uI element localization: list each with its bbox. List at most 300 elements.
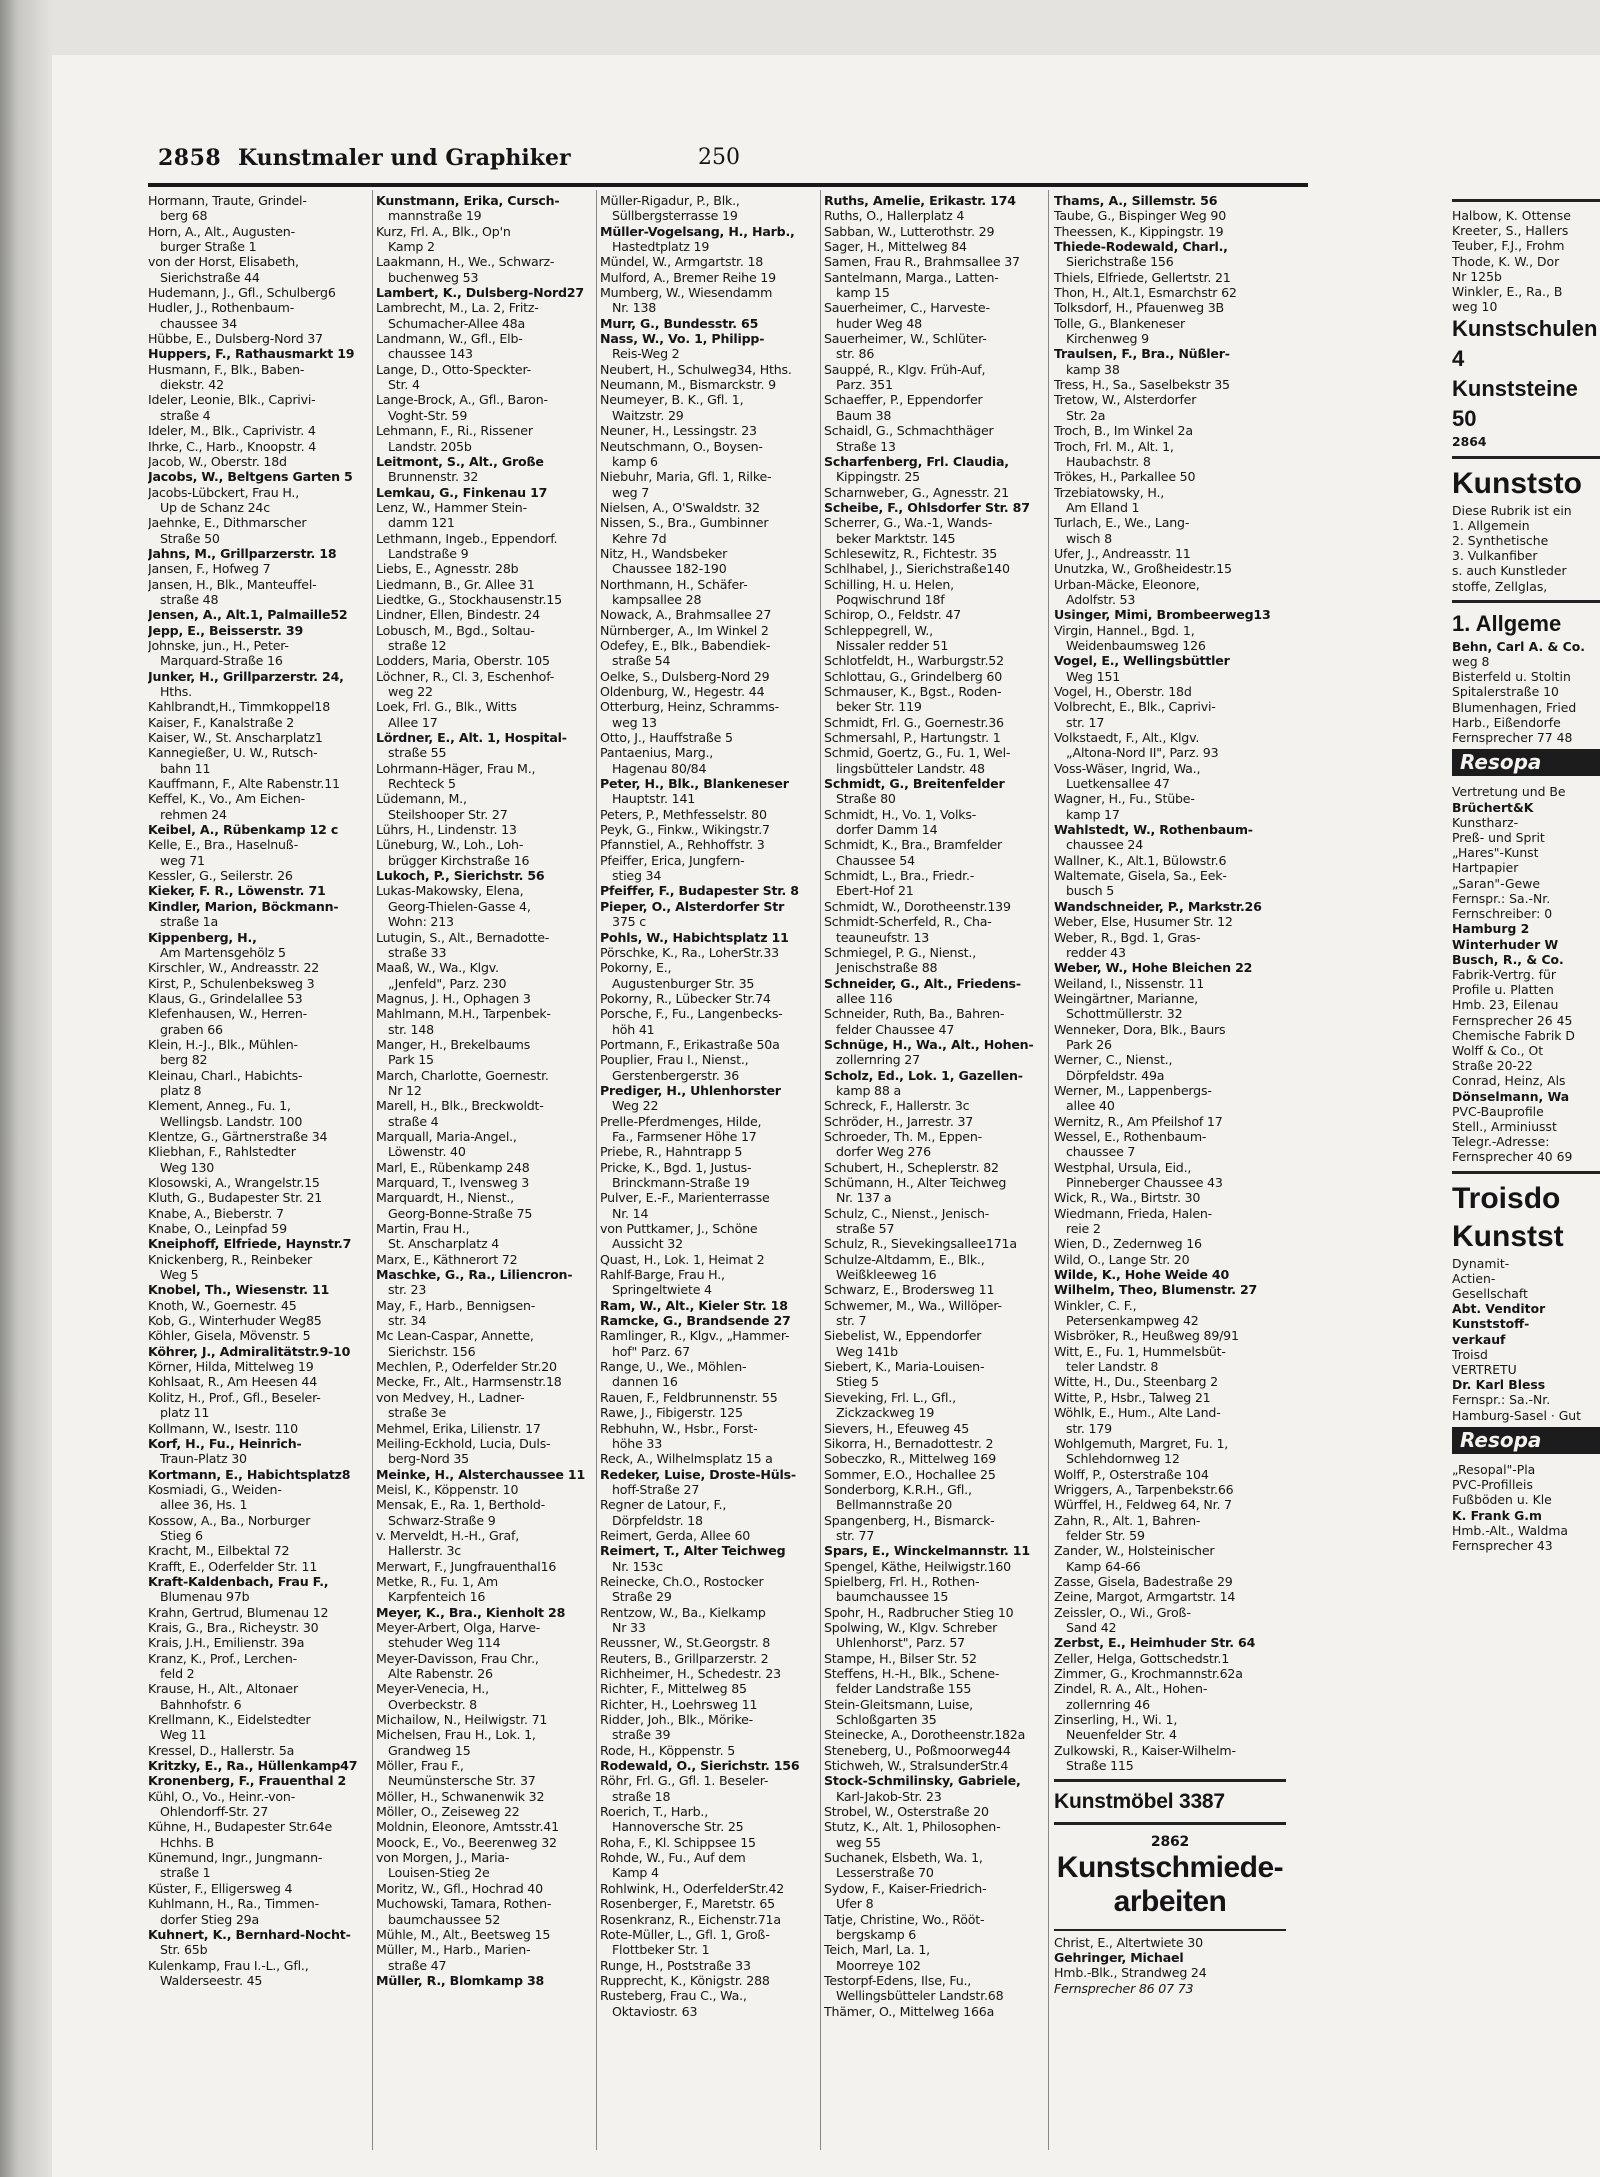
- col5-rule: [1054, 1779, 1286, 1782]
- listing-entry: Marquard, T., Ivensweg 3: [376, 1175, 530, 1190]
- listing-entry-continuation: Weg 130: [160, 1159, 215, 1175]
- listing-entry: Krahn, Gertrud, Blumenau 12: [148, 1604, 329, 1620]
- listing-entry: Rusteberg, Frau C., Wa.,: [600, 1988, 747, 2004]
- listing-entry-continuation: Stieg 5: [836, 1374, 879, 1390]
- listing-entry-continuation: huder Weg 48: [836, 315, 922, 331]
- listing-entry: Landmann, W., Gfl., Elb-: [376, 331, 523, 347]
- listing-entry: Volkstaedt, F., Alt., Klgv.: [1054, 730, 1200, 746]
- listing-entry: Kronenberg, F., Frauenthal 2: [148, 1773, 347, 1789]
- listing-entry: Zimmer, G., Krochmannstr.62a: [1054, 1666, 1243, 1681]
- listing-entry: Kracht, M., Eilbektal 72: [148, 1543, 290, 1559]
- listing-entry-continuation: felder Str. 59: [1066, 1527, 1145, 1543]
- listing-entry: Porsche, F., Fu., Langenbecks-: [600, 1006, 783, 1022]
- listing-entry-continuation: straße 47: [388, 1957, 447, 1973]
- listing-entry: Waltemate, Gisela, Sa., Eek-: [1054, 868, 1227, 884]
- listing-entry: Ramlinger, R., Klgv., „Hammer-: [600, 1328, 790, 1344]
- listing-entry: Marell, H., Blk., Breckwoldt-: [376, 1098, 544, 1114]
- listing-entry-continuation: Springeltwiete 4: [612, 1282, 712, 1298]
- listing-entry: Thiede-Rodewald, Charl.,: [1054, 239, 1228, 255]
- listing-entry: Nielsen, A., O'Swaldstr. 32: [600, 499, 760, 515]
- listing-entry: Krais, G., Bra., Richeystr. 30: [148, 1619, 319, 1635]
- resopal-logo: Resopa: [1452, 1427, 1600, 1454]
- listing-entry-continuation: Voght-Str. 59: [388, 407, 468, 423]
- listing-entry: Richter, F., Mittelweg 85: [600, 1681, 747, 1697]
- listing-entry: Michailow, N., Heilwigstr. 71: [376, 1712, 548, 1728]
- strip-line: PVC-Bauprofile: [1452, 1103, 1544, 1119]
- section-number: 2862: [1150, 1834, 1190, 1851]
- column-divider: [820, 190, 821, 2150]
- listing-entry: Neumeyer, B. K., Gfl. 1,: [600, 392, 744, 408]
- listing-entry-continuation: str. 86: [836, 346, 875, 362]
- listing-entry-continuation: hof" Parz. 67: [612, 1343, 690, 1359]
- listing-entry-continuation: Steilshooper Str. 27: [388, 806, 508, 822]
- listing-entry: Mehmel, Erika, Lilienstr. 17: [376, 1420, 541, 1436]
- listing-entry-continuation: dorfer Weg 276: [836, 1144, 931, 1160]
- listing-entry: Vogel, E., Wellingsbüttler: [1054, 653, 1230, 669]
- listing-entry-continuation: Up de Schanz 24c: [160, 499, 270, 515]
- listing-entry: Kurz, Frl. A., Blk., Op'n: [376, 223, 511, 239]
- listing-entry: Kaiser, F., Kanalstraße 2: [148, 714, 295, 730]
- listing-entry: Kortmann, E., Habichtsplatz8: [148, 1466, 351, 1482]
- listing-entry-continuation: buchenweg 53: [388, 269, 479, 285]
- listing-entry: Vogel, H., Oberstr. 18d: [1054, 684, 1192, 699]
- listing-entry-continuation: kamp 38: [1066, 361, 1120, 377]
- listing-entry-continuation: Löwenstr. 40: [388, 1144, 466, 1160]
- listing-entry: Würffel, H., Feldweg 64, Nr. 7: [1054, 1497, 1232, 1513]
- strip-line: Chemische Fabrik D: [1452, 1027, 1575, 1043]
- listing-entry-continuation: str. 148: [388, 1021, 434, 1037]
- listing-entry-continuation: Karl-Jakob-Str. 23: [836, 1788, 942, 1804]
- strip-line: Hartpapier: [1452, 860, 1519, 876]
- listing-entry-continuation: Weg 22: [612, 1098, 659, 1114]
- listing-entry: Kulenkamp, Frau I.-L., Gfl.,: [148, 1957, 309, 1973]
- listing-entry: May, F., Harb., Bennigsen-: [376, 1297, 536, 1313]
- listing-entry: Müller, M., Harb., Marien-: [376, 1942, 531, 1958]
- listing-entry: Meyer-Arbert, Olga, Harve-: [376, 1619, 541, 1635]
- listing-entry: Schaidl, G., Schmachthäger: [824, 423, 994, 439]
- listing-entry: Witte, H., Du., Steenbarg 2: [1054, 1374, 1218, 1390]
- strip-line: Teuber, F.J., Frohm: [1452, 238, 1565, 254]
- listing-entry: Schilling, H. u. Helen,: [824, 576, 954, 592]
- listing-entry: Quast, H., Lok. 1, Heimat 2: [600, 1251, 765, 1267]
- listing-entry-continuation: mannstraße 19: [388, 208, 482, 224]
- listing-entry: Möller, H., Schwanenwik 32: [376, 1788, 545, 1804]
- listing-entry: Mechlen, P., Oderfelder Str.20: [376, 1359, 557, 1375]
- scan-edge-shadow: [0, 0, 52, 2177]
- listing-entry: Richter, H., Loehrsweg 11: [600, 1696, 758, 1712]
- listing-entry: Jansen, H., Blk., Manteuffel-: [148, 576, 317, 592]
- listing-entry: Manger, H., Brekelbaums: [376, 1036, 531, 1052]
- listing-entry: Schneider, G., Alt., Friedens-: [824, 975, 1021, 991]
- listing-entry: Hudemann, J., Gfl., Schulberg6: [148, 285, 336, 301]
- strip-subheading: 1. Allgeme: [1452, 610, 1562, 636]
- listing-entry: Lohrmann-Häger, Frau M.,: [376, 760, 536, 776]
- listing-entry-continuation: straße 39: [612, 1727, 671, 1743]
- strip-line: Winterhuder W: [1452, 936, 1559, 952]
- listing-entry-continuation: Overbeckstr. 8: [388, 1696, 477, 1712]
- listing-entry-continuation: allee 36, Hs. 1: [160, 1497, 248, 1513]
- listing-entry: Spangenberg, H., Bismarck-: [824, 1512, 995, 1528]
- listing-entry: Kirst, P., Schulenbeksweg 3: [148, 975, 315, 991]
- listing-entry: Zeller, Helga, Gottschedstr.1: [1054, 1650, 1230, 1666]
- listing-entry-continuation: Kamp 2: [388, 239, 435, 255]
- listing-entry-continuation: chaussee 143: [388, 346, 473, 362]
- listing-entry-continuation: hoff-Straße 27: [612, 1481, 700, 1497]
- listing-entry: Knabe, A., Bieberstr. 7: [148, 1205, 284, 1221]
- listing-entry: Schaeffer, P., Eppendorfer: [824, 392, 983, 408]
- listing-entry: Wriggers, A., Tarpenbekstr.66: [1054, 1481, 1234, 1497]
- strip-line: „Saran"-Gewe: [1452, 875, 1541, 891]
- listing-entry: Jacobs, W., Beltgens Garten 5: [148, 469, 353, 485]
- listing-entry-continuation: stieg 34: [612, 868, 662, 884]
- strip-rule: [1452, 600, 1600, 603]
- kunstschmiede-section: [1054, 1835, 1286, 1918]
- listing-entry-continuation: straße 18: [612, 1788, 671, 1804]
- strip-line: Conrad, Heinz, Als: [1452, 1073, 1566, 1089]
- listing-entry-continuation: Hauptstr. 141: [612, 791, 696, 807]
- strip-line: stoffe, Zellglas,: [1452, 578, 1548, 594]
- listing-entry-continuation: Chaussee 182-190: [612, 561, 727, 577]
- listing-entry: Nass, W., Vo. 1, Philipp-: [600, 331, 765, 347]
- strip-line: Vertretung und Be: [1452, 784, 1566, 800]
- listing-entry-continuation: Brunnenstr. 32: [388, 469, 479, 485]
- strip-line: Actien-: [1452, 1270, 1496, 1286]
- listing-entry: Schmidt, K., Bra., Bramfelder: [824, 837, 1003, 853]
- listing-entry: Werner, C., Nienst.,: [1054, 1052, 1173, 1068]
- listing-entry-continuation: Süllbergsterrasse 19: [612, 208, 738, 224]
- listing-entry: Krais, J.H., Emilienstr. 39a: [148, 1635, 305, 1651]
- listing-entry: Rodewald, O., Sierichstr. 156: [600, 1758, 800, 1774]
- listing-entry: Huppers, F., Rathausmarkt 19: [148, 346, 355, 362]
- listing-entry: Reck, A., Wilhelmsplatz 15 a: [600, 1451, 773, 1467]
- strip-line: Winkler, E., Ra., B: [1452, 284, 1563, 300]
- listing-entry: Meiling-Eckhold, Lucia, Duls-: [376, 1435, 551, 1451]
- listing-column-5: [1054, 193, 1286, 2153]
- listing-column-4: [824, 193, 1046, 2153]
- listing-entry: Pieper, O., Alsterdorfer Str: [600, 898, 785, 914]
- listing-entry: Schreck, F., Hallerstr. 3c: [824, 1098, 970, 1114]
- listing-entry-continuation: straße 48: [160, 591, 219, 607]
- listing-entry: Oelke, S., Dulsberg-Nord 29: [600, 668, 770, 684]
- listing-entry: von der Horst, Elisabeth,: [148, 254, 299, 270]
- listing-entry: Klefenhausen, W., Herren-: [148, 1006, 308, 1022]
- listing-entry: Löchner, R., Cl. 3, Eschenhof-: [376, 668, 555, 684]
- listing-entry: Liebs, E., Agnesstr. 28b: [376, 561, 519, 577]
- listing-entry: Stock-Schmilinsky, Gabriele,: [824, 1773, 1021, 1789]
- listing-entry-continuation: Lesserstraße 70: [836, 1865, 934, 1881]
- listing-entry: Lambert, K., Dulsberg-Nord27: [376, 285, 584, 301]
- column-divider: [596, 190, 597, 2150]
- listing-entry-continuation: straße 4: [160, 407, 211, 423]
- listing-entry: Witte, P., Hsbr., Talweg 21: [1054, 1389, 1211, 1405]
- listing-entry: Moldnin, Eleonore, Amtsstr.41: [376, 1819, 559, 1835]
- listing-entry: Kuhnert, K., Bernhard-Nocht-: [148, 1926, 351, 1942]
- listing-entry-continuation: Baum 38: [836, 407, 892, 423]
- listing-entry: Nürnberger, A., Im Winkel 2: [600, 622, 769, 638]
- listing-entry-continuation: Marquard-Straße 16: [160, 653, 283, 669]
- listing-entry-continuation: busch 5: [1066, 883, 1115, 899]
- section-title-line1: Kunstschmiede-: [1056, 1850, 1284, 1884]
- listing-entry: Schwemer, M., Wa., Willöper-: [824, 1297, 1002, 1313]
- listing-entry: Meyer, K., Bra., Kienholt 28: [376, 1604, 566, 1620]
- listing-entry: Neubert, H., Schulweg34, Hths.: [600, 361, 792, 377]
- strip-line: Fernschreiber: 0: [1452, 906, 1553, 922]
- listing-column-1: [148, 193, 370, 2153]
- listing-entry: Wahlstedt, W., Rothenbaum-: [1054, 822, 1253, 838]
- strip-line: Busch, R., & Co.: [1452, 951, 1564, 967]
- listing-entry: Klaus, G., Grindelallee 53: [148, 990, 303, 1006]
- listing-entry: Thiels, Elfriede, Gellertstr. 21: [1054, 269, 1231, 285]
- strip-rule: [1452, 199, 1600, 202]
- listing-entry: Schmauser, K., Bgst., Roden-: [824, 684, 1002, 699]
- strip-heading: Troisdo: [1452, 1181, 1561, 1215]
- listing-entry-continuation: teler Landstr. 8: [1066, 1359, 1159, 1375]
- listing-entry-continuation: Grandweg 15: [388, 1742, 471, 1758]
- listing-entry: Lutugin, S., Alt., Bernadotte-: [376, 929, 550, 945]
- listing-entry: Korf, H., Fu., Heinrich-: [148, 1435, 302, 1451]
- listing-entry: Knabe, O., Leinpfad 59: [148, 1221, 287, 1237]
- listing-entry-continuation: kamp 17: [1066, 806, 1120, 822]
- listing-entry-continuation: weg 55: [836, 1834, 881, 1850]
- strip-line: Dynamit-: [1452, 1255, 1510, 1271]
- listing-entry: Meyer-Venecia, H.,: [376, 1681, 489, 1697]
- listing-entry: Nowack, A., Brahmsallee 27: [600, 607, 772, 623]
- listing-entry-continuation: höh 41: [612, 1021, 655, 1037]
- listing-entry-continuation: Georg-Thielen-Gasse 4,: [388, 898, 531, 914]
- listing-entry: Ruths, Amelie, Erikastr. 174: [824, 193, 1016, 208]
- listing-entry: Wolff, P., Osterstraße 104: [1054, 1466, 1209, 1482]
- listing-entry-continuation: Louisen-Stieg 2e: [388, 1865, 490, 1881]
- listing-entry: Jaehnke, E., Dithmarscher: [148, 515, 307, 531]
- listing-entry: Ufer, J., Andreasstr. 11: [1054, 545, 1191, 561]
- listing-column-3: [600, 193, 818, 2153]
- listing-entry: Pulver, E.-F., Marienterrasse: [600, 1190, 770, 1206]
- listing-entry: Muchowski, Tamara, Rothen-: [376, 1896, 552, 1912]
- listing-entry: Merwart, F., Jungfrauenthal16: [376, 1558, 557, 1574]
- listing-entry-continuation: feld 2: [160, 1666, 195, 1681]
- listing-entry-continuation: Haubachstr. 8: [1066, 453, 1151, 469]
- listing-entry: Schmidt, H., Vo. 1, Volks-: [824, 806, 977, 822]
- listing-entry-continuation: Straße 13: [836, 438, 896, 454]
- listing-entry: Kritzky, E., Ra., Hüllenkamp47: [148, 1758, 358, 1774]
- strip-line: Diese Rubrik ist ein: [1452, 502, 1572, 518]
- strip-line: Fabrik-Vertrg. für: [1452, 966, 1556, 982]
- listing-entry-continuation: damm 121: [388, 515, 455, 531]
- listing-entry: Wilhelm, Theo, Blumenstr. 27: [1054, 1282, 1258, 1298]
- listing-entry: Mahlmann, M.H., Tarpenbek-: [376, 1006, 551, 1022]
- listing-entry-continuation: Zickzackweg 19: [836, 1405, 935, 1421]
- strip-line: 2864: [1452, 434, 1487, 450]
- listing-entry-continuation: Weidenbaumsweg 126: [1066, 637, 1206, 653]
- header-rule: [148, 183, 1308, 187]
- listing-entry: Lange, D., Otto-Speckter-: [376, 361, 531, 377]
- listing-entry: Oldenburg, W., Hegestr. 44: [600, 684, 765, 699]
- listing-entry: Sydow, F., Kaiser-Friedrich-: [824, 1880, 987, 1896]
- listing-entry: Witt, E., Fu. 1, Hummelsbüt-: [1054, 1343, 1226, 1359]
- listing-entry: Sauerheimer, C., Harveste-: [824, 300, 990, 316]
- listing-entry: Lange-Brock, A., Gfl., Baron-: [376, 392, 548, 408]
- listing-entry-continuation: Dörpfeldstr. 49a: [1066, 1067, 1165, 1083]
- listing-entry: Voss-Wäser, Ingrid, Wa.,: [1054, 760, 1201, 776]
- listing-entry-continuation: „Altona-Nord II", Parz. 93: [1066, 745, 1219, 761]
- listing-entry: Ideler, M., Blk., Caprivistr. 4: [148, 423, 316, 439]
- listing-entry: Taube, G., Bispinger Weg 90: [1054, 208, 1227, 224]
- listing-entry: Kluth, G., Budapester Str. 21: [148, 1190, 323, 1206]
- listing-column-2: [376, 193, 594, 2153]
- listing-entry: Thämer, O., Mittelweg 166a: [824, 2003, 995, 2019]
- listing-entry-continuation: berg 68: [160, 208, 208, 224]
- listing-entry: Kirschler, W., Andreasstr. 22: [148, 960, 320, 976]
- listing-entry: Müller-Rigadur, P., Blk.,: [600, 193, 740, 208]
- listing-entry-continuation: Dörpfeldstr. 18: [612, 1512, 703, 1528]
- listing-entry: Kippenberg, H.,: [148, 929, 257, 945]
- listing-entry-continuation: Am Elland 1: [1066, 499, 1140, 515]
- listing-entry-continuation: Wohn: 213: [388, 914, 454, 930]
- listing-entry: Stampe, H., Bilser Str. 52: [824, 1650, 977, 1666]
- listing-entry: Neutschmann, O., Boysen-: [600, 438, 763, 454]
- listing-entry: Pörschke, K., Ra., LoherStr.33: [600, 944, 779, 960]
- listing-entry: Kneiphoff, Elfriede, Haynstr.7: [148, 1236, 352, 1252]
- listing-entry: Sauerheimer, W., Schlüter-: [824, 331, 987, 347]
- strip-line: VERTRETU: [1452, 1361, 1517, 1377]
- listing-entry: March, Charlotte, Goernestr.: [376, 1067, 549, 1083]
- listing-entry: Thon, H., Alt.1, Esmarchstr 62: [1054, 285, 1237, 301]
- listing-entry: Hmb.-Blk., Strandweg 24: [1054, 1965, 1207, 1981]
- listing-entry-continuation: Blumenau 97b: [160, 1589, 250, 1605]
- strip-line: „Resopal"-Pla: [1452, 1461, 1536, 1477]
- listing-entry: Sommer, E.O., Hochallee 25: [824, 1466, 996, 1482]
- listing-entry: Hormann, Traute, Grindel-: [148, 193, 307, 208]
- listing-entry-continuation: teauneufstr. 13: [836, 929, 930, 945]
- listing-entry-continuation: Poqwischrund 18f: [836, 591, 945, 607]
- listing-entry-continuation: 375 c: [612, 914, 646, 930]
- listing-entry: Peters, P., Methfesselstr. 80: [600, 806, 767, 822]
- listing-entry-continuation: kamp 88 a: [836, 1082, 901, 1098]
- listing-entry-continuation: kamp 15: [836, 285, 890, 301]
- listing-entry: Kohlsaat, R., Am Heesen 44: [148, 1374, 318, 1390]
- listing-entry-continuation: Waitzstr. 29: [612, 407, 684, 423]
- listing-entry-continuation: Chaussee 54: [836, 852, 915, 868]
- listing-entry: Rawe, J., Fibigerstr. 125: [600, 1405, 743, 1421]
- strip-heading: Kunststo: [1452, 466, 1582, 500]
- strip-line: K. Frank G.m: [1452, 1507, 1542, 1523]
- strip-line: „Hares"-Kunst: [1452, 845, 1539, 861]
- listing-entry: Zeine, Margot, Armgartstr. 14: [1054, 1589, 1236, 1605]
- listing-entry: Laakmann, H., We., Schwarz-: [376, 254, 555, 270]
- listing-entry-continuation: Waldersеestr. 45: [160, 1972, 263, 1988]
- listing-entry: Gehringer, Michael: [1054, 1950, 1184, 1966]
- strip-line: Kunstharz-: [1452, 814, 1519, 830]
- listing-entry: Scheibe, F., Ohlsdorfer Str. 87: [824, 499, 1030, 515]
- listing-entry: Kob, G., Winterhuder Weg85: [148, 1313, 322, 1329]
- listing-entry: Ihrke, C., Harb., Knoopstr. 4: [148, 438, 317, 454]
- listing-entry-continuation: Kamp 64-66: [1066, 1558, 1141, 1574]
- strip-line: Kreeter, S., Hallers: [1452, 223, 1569, 239]
- listing-entry-continuation: Uhlenhorst", Parz. 57: [836, 1635, 965, 1651]
- listing-entry: Lenz, W., Hammer Stein-: [376, 499, 527, 515]
- listing-entry-continuation: chaussee 7: [1066, 1144, 1136, 1160]
- listing-entry: Möller, O., Zeiseweg 22: [376, 1804, 520, 1820]
- listing-entry: Niebuhr, Maria, Gfl. 1, Rilke-: [600, 469, 772, 485]
- listing-entry: Zerbst, E., Heimhuder Str. 64: [1054, 1635, 1256, 1651]
- listing-entry: Marl, E., Rübenkamp 248: [376, 1159, 530, 1175]
- listing-entry: Kranz, K., Prof., Lerchen-: [148, 1650, 297, 1666]
- listing-entry: Knickenberg, R., Reinbeker: [148, 1251, 312, 1267]
- listing-entry: Spars, E., Winckelmannstr. 11: [824, 1543, 1030, 1559]
- strip-line: verkauf: [1452, 1331, 1506, 1347]
- listing-entry: Mühle, M., Alt., Beetsweg 15: [376, 1926, 551, 1942]
- listing-entry-continuation: rehmen 24: [160, 806, 227, 822]
- listing-entry: Usinger, Mimi, Brombeerweg13: [1054, 607, 1271, 623]
- strip-line: Fernsprecher 26 45: [1452, 1012, 1573, 1028]
- listing-entry: Northmann, H., Schäfer-: [600, 576, 748, 592]
- listing-entry: Möller, Frau F.,: [376, 1758, 464, 1774]
- listing-entry-continuation: Gerstenbergerstr. 36: [612, 1067, 740, 1083]
- listing-entry: Kunstmann, Erika, Cursch-: [376, 193, 560, 208]
- listing-entry: Sauppé, R., Klgv. Früh-Auf,: [824, 361, 986, 377]
- listing-entry: von Puttkamer, J., Schöne: [600, 1221, 758, 1237]
- listing-entry-continuation: Alte Rabenstr. 26: [388, 1666, 493, 1681]
- listing-entry: Mc Lean-Caspar, Annette,: [376, 1328, 534, 1344]
- listing-entry: Steffens, H.-H., Blk., Schene-: [824, 1666, 1000, 1681]
- listing-entry: Sager, H., Mittelweg 84: [824, 239, 967, 255]
- listing-entry-continuation: Straße 29: [612, 1589, 672, 1605]
- listing-entry: Zeissler, O., Wi., Groß-: [1054, 1604, 1191, 1620]
- strip-line: Thode, K. W., Dor: [1452, 253, 1560, 269]
- listing-entry: Winkler, C. F.,: [1054, 1297, 1137, 1313]
- strip-line: Dönselmann, Wa: [1452, 1088, 1570, 1104]
- kunstmoebel-heading: Kunstmöbel 3387: [1054, 1790, 1225, 1814]
- listing-entry: Lüneburg, W., Loh., Loh-: [376, 837, 524, 853]
- listing-entry-continuation: Weg 5: [160, 1267, 199, 1283]
- listing-entry: Pfannstiel, A., Rehhoffstr. 3: [600, 837, 765, 853]
- listing-entry: Suchanek, Elsbeth, Wa. 1,: [824, 1850, 983, 1866]
- listing-entry: Schmidt, L., Bra., Friedr.-: [824, 868, 975, 884]
- listing-entry: Köhler, Gisela, Mövenstr. 5: [148, 1328, 311, 1344]
- listing-entry-continuation: dorfer Stieg 29a: [160, 1911, 259, 1927]
- listing-entry: Pokorny, R., Lübecker Str.74: [600, 990, 771, 1006]
- listing-entry: Schmersahl, P., Hartungstr. 1: [824, 730, 1001, 746]
- listing-entry: Wöhlk, E., Hum., Alte Land-: [1054, 1405, 1221, 1421]
- listing-entry-continuation: dorfer Damm 14: [836, 822, 938, 838]
- strip-line: Behn, Carl A. & Co.: [1452, 638, 1585, 654]
- listing-entry: Wiedmann, Frieda, Halen-: [1054, 1205, 1213, 1221]
- listing-entry: Portmann, F., Erikastraße 50a: [600, 1036, 780, 1052]
- listing-entry: Kraft-Kaldenbach, Frau F.,: [148, 1573, 329, 1589]
- listing-entry: Stichweh, W., StralsunderStr.4: [824, 1758, 1009, 1774]
- listing-entry-continuation: straße 54: [612, 653, 671, 669]
- page-header: [158, 145, 1308, 181]
- listing-entry: Wernitz, R., Am Pfeilshof 17: [1054, 1113, 1223, 1129]
- listing-entry-continuation: Weißkleeweg 16: [836, 1267, 937, 1283]
- strip-line: Straße 20-22: [1452, 1058, 1533, 1074]
- strip-line: Fernsprecher 40 69: [1452, 1149, 1573, 1165]
- listing-entry-continuation: Hastedtplatz 19: [612, 239, 710, 255]
- listing-entry: von Medvey, H., Ladner-: [376, 1389, 525, 1405]
- listing-entry: Klosowski, A., Wrangelstr.15: [148, 1175, 320, 1190]
- listing-entry: Sonderborg, K.R.H., Gfl.,: [824, 1481, 972, 1497]
- listing-entry: Reimert, Gerda, Allee 60: [600, 1527, 751, 1543]
- listing-entry: Zander, W., Holsteinischer: [1054, 1543, 1215, 1559]
- listing-entry: Fernsprecher 86 07 73: [1054, 1980, 1194, 1996]
- listing-entry-continuation: Landstraße 9: [388, 545, 469, 561]
- listing-entry-continuation: str. 7: [836, 1313, 867, 1329]
- listing-entry: Schulze-Altdamm, E., Blk.,: [824, 1251, 985, 1267]
- listing-entry-continuation: straße 4: [388, 1113, 439, 1129]
- listing-entry: Kindler, Marion, Böckmann-: [148, 898, 339, 914]
- listing-entry: Wessel, E., Rothenbaum-: [1054, 1128, 1207, 1144]
- strip-line: s. auch Kunstleder: [1452, 563, 1567, 579]
